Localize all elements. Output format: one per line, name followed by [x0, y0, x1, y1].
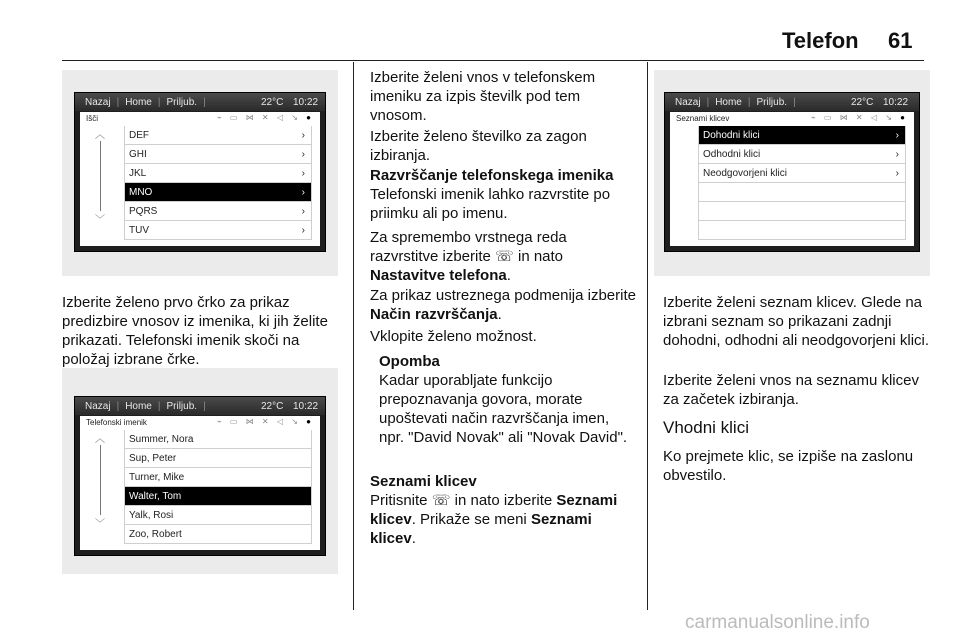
col2-paragraph-3: Telefonski imenik lahko razvrstite po priimku ali po imenu.: [370, 186, 611, 222]
screen-title: Išči: [86, 114, 98, 123]
scrollbar[interactable]: [90, 126, 110, 226]
home-button[interactable]: Home: [125, 96, 152, 108]
screenshot-call-lists: [654, 70, 930, 276]
display-screen: [664, 92, 920, 252]
list-item[interactable]: [124, 145, 312, 164]
scroll-down-icon[interactable]: ﹀: [95, 215, 105, 226]
list-item-label: GHI: [129, 148, 147, 160]
page-title: Telefon: [782, 28, 859, 53]
list-item[interactable]: [698, 126, 906, 145]
col2-paragraph-4: Za spremembo vrstnega reda razvrstitve izberite ☏ in nato Nastavitve telefona.: [370, 229, 567, 284]
scroll-up-icon[interactable]: ︿: [95, 434, 105, 445]
clock: 10:22: [293, 400, 319, 412]
list-item-label: TUV: [129, 224, 149, 236]
col2-paragraph-5: Za prikaz ustreznega podmenija izberite Način razvrščanja.: [370, 287, 636, 323]
chevron-right-icon: ›: [895, 129, 899, 141]
column-divider: [353, 62, 354, 610]
status-icons: ⌁ ▭ ⋈ ✕ ◁ ↘ ●: [810, 113, 908, 122]
screen-content: [80, 416, 320, 550]
screenshot-phonebook: [62, 368, 338, 574]
list-item-label: Summer, Nora: [129, 433, 194, 445]
list-item[interactable]: [124, 430, 312, 449]
col2-paragraph-6: Vklopite želeno možnost.: [370, 328, 537, 345]
status-icons: ⌁ ▭ ⋈ ✕ ◁ ↘ ●: [216, 417, 314, 426]
scrollbar[interactable]: [90, 430, 110, 530]
list-item-label: Yalk, Rosi: [129, 509, 174, 521]
screen-top-bar: Nazaj | Home | Priljub. | 22°C 10:22: [665, 93, 919, 111]
temperature: 22°C: [261, 400, 284, 412]
screenshot-search: [62, 70, 338, 276]
temperature: 22°C: [261, 96, 284, 108]
list-item-label: JKL: [129, 167, 147, 179]
display-screen: [74, 92, 326, 252]
chevron-right-icon: ›: [301, 186, 305, 198]
screen-title: Telefonski imenik: [86, 418, 147, 427]
note-text: Kadar uporabljate funkcijo prepoznavanja govora, morate upoštevati način razvrščanja imen, npr. "David Novak" ali "Novak David".: [379, 372, 628, 446]
list-item-label: Sup, Peter: [129, 452, 177, 464]
col3-paragraph-2: Izberite želeni vnos na seznamu klicev za začetek izbiranja.: [663, 372, 919, 408]
list-item[interactable]: [124, 449, 312, 468]
list-item[interactable]: [124, 487, 312, 506]
list-item[interactable]: [698, 145, 906, 164]
screen-top-bar: Nazaj | Home | Priljub. | 22°C 10:22: [75, 93, 325, 111]
list-item[interactable]: [124, 164, 312, 183]
list-item[interactable]: [124, 506, 312, 525]
section-heading-incoming: Vhodni klici: [663, 418, 749, 437]
page-number: 61: [888, 28, 913, 53]
chevron-right-icon: ›: [301, 129, 305, 141]
phone-icon: ☏: [431, 492, 451, 509]
list-item[interactable]: [698, 183, 906, 202]
screen-content: [670, 112, 914, 246]
chevron-right-icon: ›: [895, 167, 899, 179]
col3-paragraph-1: Izberite želeni seznam klicev. Glede na izbrani seznam so prikazani zadnji dohodni, odhodni ali neodgovorjeni klici.: [663, 294, 930, 349]
list-item-label: Dohodni klici: [703, 129, 760, 141]
section-heading-sort: Razvrščanje telefonskega imenika: [370, 167, 614, 184]
clock: 10:22: [293, 96, 319, 108]
list-item[interactable]: [698, 221, 906, 240]
column-divider: [647, 62, 648, 610]
list-item[interactable]: [124, 202, 312, 221]
list-item[interactable]: [124, 468, 312, 487]
list-item-label: MNO: [129, 186, 153, 198]
chevron-right-icon: ›: [301, 205, 305, 217]
col2-paragraph-2: Izberite želeno številko za zagon izbiranja.: [370, 128, 587, 164]
home-button[interactable]: Home: [715, 96, 742, 108]
watermark: carmanualsonline.info: [685, 612, 870, 633]
chevron-right-icon: ›: [301, 148, 305, 160]
list-item[interactable]: [124, 126, 312, 145]
favourites-button[interactable]: Priljub.: [756, 96, 788, 108]
display-screen: [74, 396, 326, 556]
list-item-label: DEF: [129, 129, 149, 141]
col3-paragraph-3: Ko prejmete klic, se izpiše na zaslonu obvestilo.: [663, 448, 914, 484]
list-item-label: PQRS: [129, 205, 158, 217]
list-item-label: Zoo, Robert: [129, 528, 182, 540]
col2-paragraph-7: Pritisnite ☏ in nato izberite Seznami klicev. Prikaže se meni Seznami klicev.: [370, 492, 618, 547]
contact-list: [124, 430, 312, 544]
section-heading-call-lists: Seznami klicev: [370, 473, 477, 490]
call-list-menu: [698, 126, 906, 240]
status-icons: ⌁ ▭ ⋈ ✕ ◁ ↘ ●: [216, 113, 314, 122]
list-item[interactable]: [698, 202, 906, 221]
screen-title: Seznami klicev: [676, 114, 730, 123]
page-header: [0, 22, 960, 62]
list-item[interactable]: [698, 164, 906, 183]
col2-paragraph-1: Izberite želeni vnos v telefonskem imeniku za izpis številk pod tem vnosom.: [370, 69, 596, 124]
favourites-button[interactable]: Priljub.: [166, 400, 198, 412]
list-item-label: Neodgovorjeni klici: [703, 167, 787, 179]
home-button[interactable]: Home: [125, 400, 152, 412]
chevron-right-icon: ›: [895, 148, 899, 160]
scroll-down-icon[interactable]: ﹀: [95, 519, 105, 530]
phone-icon: ☏: [495, 248, 514, 265]
chevron-right-icon: ›: [301, 167, 305, 179]
list-item[interactable]: [124, 221, 312, 240]
list-item-label: Odhodni klici: [703, 148, 761, 160]
back-button[interactable]: Nazaj: [675, 96, 701, 108]
list-item[interactable]: [124, 525, 312, 544]
favourites-button[interactable]: Priljub.: [166, 96, 198, 108]
list-item[interactable]: [124, 183, 312, 202]
letter-list: [124, 126, 312, 240]
back-button[interactable]: Nazaj: [85, 96, 111, 108]
note-heading: Opomba: [379, 353, 440, 370]
list-item-label: Walter, Tom: [129, 490, 182, 502]
screen-content: [80, 112, 320, 246]
scroll-up-icon[interactable]: ︿: [95, 130, 105, 141]
clock: 10:22: [883, 96, 909, 108]
list-item-label: Turner, Mike: [129, 471, 185, 483]
screen-top-bar: Nazaj | Home | Priljub. | 22°C 10:22: [75, 397, 325, 415]
header-rule: [62, 60, 924, 61]
chevron-right-icon: ›: [301, 224, 305, 236]
temperature: 22°C: [851, 96, 874, 108]
back-button[interactable]: Nazaj: [85, 400, 111, 412]
col1-paragraph: Izberite želeno prvo črko za prikaz predizbire vnosov iz imenika, ki jih želite prikazati. Telefonski imenik skoči na položaj izbrane črke.: [62, 294, 328, 368]
